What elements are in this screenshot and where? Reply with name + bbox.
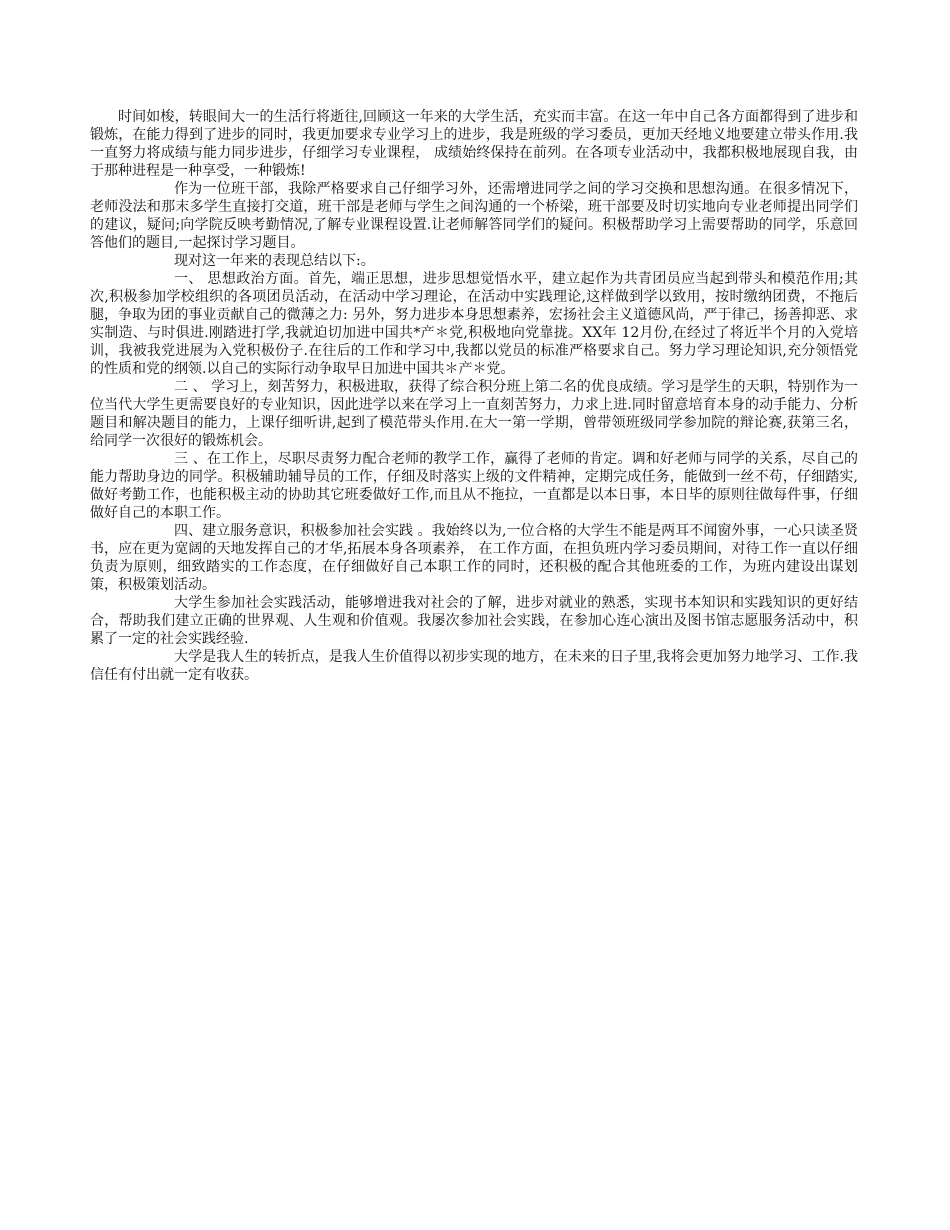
paragraph-service: 四、建立服务意识，积极参加社会实践 。我始终以为,一位合格的大学生不能是两耳不闻窗外事，一心只读圣贤书，应在更为宽阔的天地发挥自己的才华,拓展本身各项素养， 在工作方面，在担负班内学习委员期间，对待工作一直以仔细负责为原则，细致踏实的工作态度，在仔细做好自己本职工作的同时，还积极的配合其他班委的工作，为班内建设出谋划策，积极策划活动。: [90, 523, 858, 593]
paragraph-work: 三 、在工作上，尽职尽责努力配合老师的教学工作，赢得了老师的肯定。调和好老师与同学的关系，尽自己的能力帮助身边的同学。积极辅助辅导员的工作，仔细及时落实上级的文件精神，定期完成任务，能做到一丝不苟，仔细踏实,做好考勤工作，也能积极主动的协助其它班委做好工作,而且从不拖拉，一直都是以本日事，本日毕的原则往做每件事，仔细做好自己的本职工作。: [90, 451, 858, 521]
paragraph-political-thought: 一、 思想政治方面。首先，端正思想，进步思想觉悟水平，建立起作为共青团员应当起到带头和模范作用;其次,积极参加学校组织的各项团员活动，在活动中学习理论，在活动中实践理论,这样做到学以致用，按时缴纳团费，不拖后腿，争取为团的事业贡献自己的微薄之力: 另外，努力进步本身思想素养，宏扬社会主义道德风尚，严于律己，扬善抑恶、求实制造、与时俱进.刚踏进打学,我就迫切加进中国共*产＊党,积极地向党靠拢。XX年 12月份,在经过了将近半个月的入党培训，我被我党进展为入党积极份子.在往后的工作和学习中,我都以党员的标准严格要求自己。努力学习理论知识,充分领悟党的性质和党的纲领.以自己的实际行动争取早日加进中国共＊产＊党。: [90, 271, 858, 377]
paragraph-class-cadre: 作为一位班干部，我除严格要求自己仔细学习外，还需增进同学之间的学习交换和思想沟通。在很多情况下，老师没法和那末多学生直接打交道，班干部是老师与学生之间沟通的一个桥梁，班干部要及时切实地向专业老师提出同学们的建议，疑问;向学院反映考勤情况,了解专业课程设置.让老师解答同学们的疑问。积极帮助学习上需要帮助的同学，乐意回答他们的题目,一起探讨学习题目。: [90, 181, 858, 251]
paragraph-conclusion: 大学是我人生的转折点，是我人生价值得以初步实现的地方，在未来的日子里,我将会更加努力地学习、工作.我信任有付出就一定有收获。: [90, 649, 858, 683]
paragraph-study: 二 、 学习上，刻苦努力，积极进取，获得了综合积分班上第二名的优良成绩。学习是学生的天职，特别作为一位当代大学生更需要良好的专业知识，因此进学以来在学习上一直刻苦努力，力求上进.同时留意培育本身的动手能力、分析题目和解决题目的能力，上课仔细听讲,起到了模范带头作用.在大一第一学期，曾带领班级同学参加院的辩论赛,获第三名，给同学一次很好的锻炼机会。: [90, 379, 858, 449]
paragraph-intro: 时间如梭，转眼间大一的生活行将逝往,回顾这一年来的大学生活，充实而丰富。在这一年中自己各方面都得到了进步和锻炼，在能力得到了进步的同时，我更加要求专业学习上的进步，我是班级的学习委员，更加天经地义地要建立带头作用.我一直努力将成绩与能力同步进步，仔细学习专业课程， 成绩始终保持在前列。在各项专业活动中，我都积极地展现自我，由于那种进程是一种享受，一种锻炼!: [90, 109, 858, 179]
paragraph-social-practice: 大学生参加社会实践活动，能够增进我对社会的了解，进步对就业的熟悉，实现书本知识和实践知识的更好结合，帮助我们建立正确的世界观、人生观和价值观。我屡次参加社会实践，在参加心连心演出及图书馆志愿服务活动中，积累了一定的社会实践经验.: [90, 595, 858, 647]
document-body: [90, 108, 858, 684]
paragraph-summary-heading: 现对这一年来的表现总结以下:。: [174, 253, 375, 269]
